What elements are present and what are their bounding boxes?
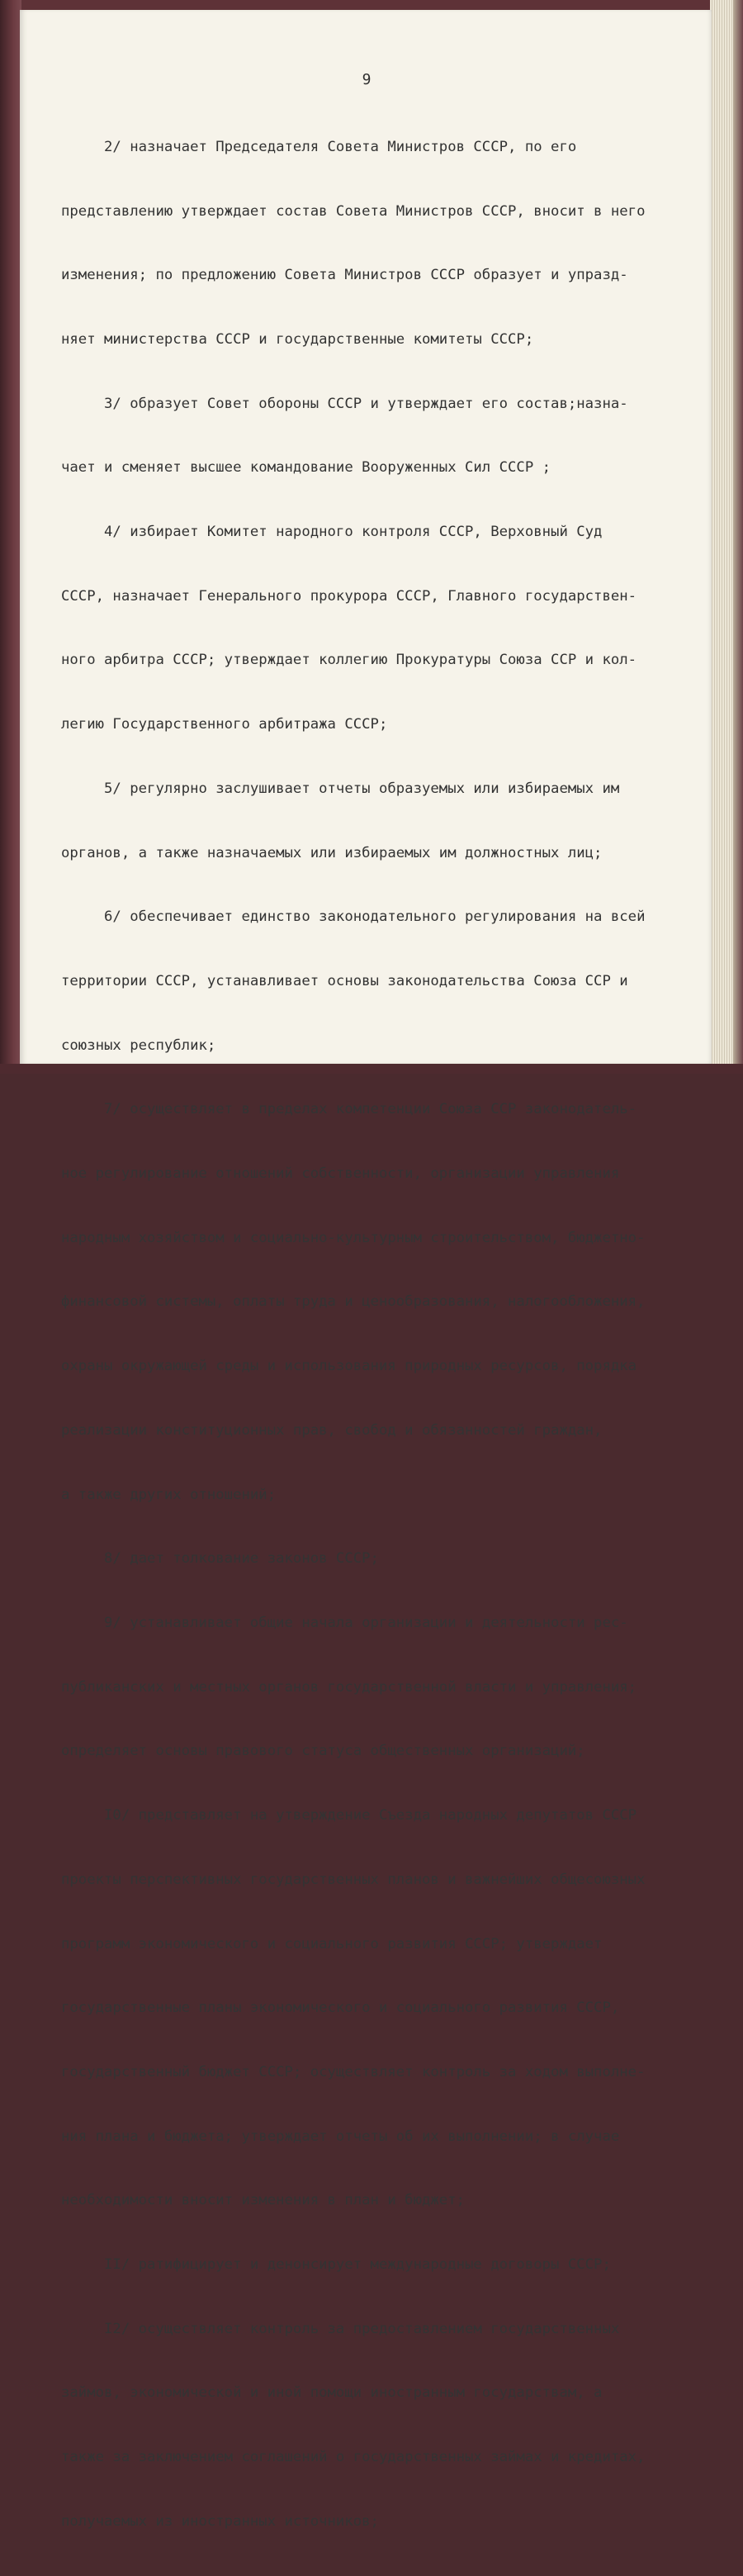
text-line: необходимости вносит изменения в план и бюджет; [61,2192,465,2209]
text-line: 4/ избирает Комитет народного контроля СССР, Верховный Суд [61,524,603,541]
page-number: 9 [362,71,372,88]
text-line: няет министерства СССР и государственные комитеты СССР; [61,330,534,348]
document-body [61,94,689,2576]
text-line: проекты перспективных государственных планов и важнейших общесоюзных [61,1871,646,1888]
text-line: народным хозяйством и социально-культурным строительством, бюджетно- [61,1229,646,1246]
text-line: получаемых из иностранных источников; [61,2512,379,2530]
text-line: реализации конституционных прав, свобод и обязанностей граждан, [61,1421,603,1439]
text-line: государственный бюджет СССР; осуществляет контроль за ходом выполне- [61,2063,646,2080]
text-line: союзных республик; [61,1037,216,1054]
text-line: чает и сменяет высшее командование Вооруженных Сил СССР ; [61,459,551,477]
text-line: I2/ осуществляет контроль за предоставлением государственных [61,2320,620,2337]
text-line: 6/ обеспечивает единство законодательного регулирования на всей [61,908,646,926]
text-line: займов, экономической и иной помощи иностранным государствам, а [61,2384,603,2402]
text-line: территории СССР, устанавливает основы законодательства Союза ССР и [61,972,628,989]
text-line: 8/ дает толкование законов СССР; [61,1550,379,1568]
text-line: публиканских и местных органов государственной власти и управления; [61,1678,637,1696]
text-line: охраны окружающей среды и использования природных ресурсов, порядка [61,1358,637,1375]
text-line: ния плана и бюджета; утверждает отчеты об их выполнении; в случае [61,2128,620,2145]
text-line: СССР, назначает Генерального прокурора СССР, Главного государствен- [61,587,637,605]
text-line: 5/ регулярно заслушивает отчеты образуемых или избираемых им [61,780,620,797]
text-line: II/ ратифицирует и денонсирует международные договоры СССР; [61,2256,611,2274]
text-line: а также других отношений; [61,1486,277,1503]
text-line: 3/ образует Совет обороны СССР и утверждает его состав;назна- [61,395,628,412]
document-page [20,10,712,2530]
text-line: программ экономического и социального развития СССР; утверждает [61,1935,603,1952]
text-line: органов, а также назначаемых или избираемых им должностных лиц; [61,844,603,861]
text-line: государственные планы экономического и социального развития СССР, [61,2000,620,2017]
text-line: I0/ представляет на утверждение Съезда народных депутатов СССР [61,1807,637,1824]
text-line: ное регулирование отношений собственности, организации управления [61,1165,620,1183]
text-line: финансовой системы, оплаты труда и ценообразования, налогообложения, [61,1293,646,1311]
text-line: также за заключением соглашений о государственных займах и кредитах, [61,2449,646,2466]
text-line: представлению утверждает состав Совета Министров СССР, вносит в него [61,202,646,220]
text-line: легию Государственного арбитража СССР; [61,716,388,733]
cover-right-edge [733,0,743,1074]
binding-left-edge [0,0,21,1074]
text-line: 7/ осуществляет в пределах компетенции Союза ССР законодатель- [61,1101,637,1118]
text-line: 9/ устанавливает общие начала организации и деятельности рес- [61,1614,628,1631]
text-line: определяет основы правового статуса общественных организаций; [61,1743,585,1760]
binding-top-edge [0,0,743,10]
text-line: ного арбитра СССР; утверждает коллегию Прокуратуры Союза ССР и кол- [61,652,637,669]
text-line: изменения; по предложению Совета Министров СССР образует и упразд- [61,267,628,284]
text-line: 2/ назначает Председателя Совета Министров СССР, по его [61,138,577,155]
